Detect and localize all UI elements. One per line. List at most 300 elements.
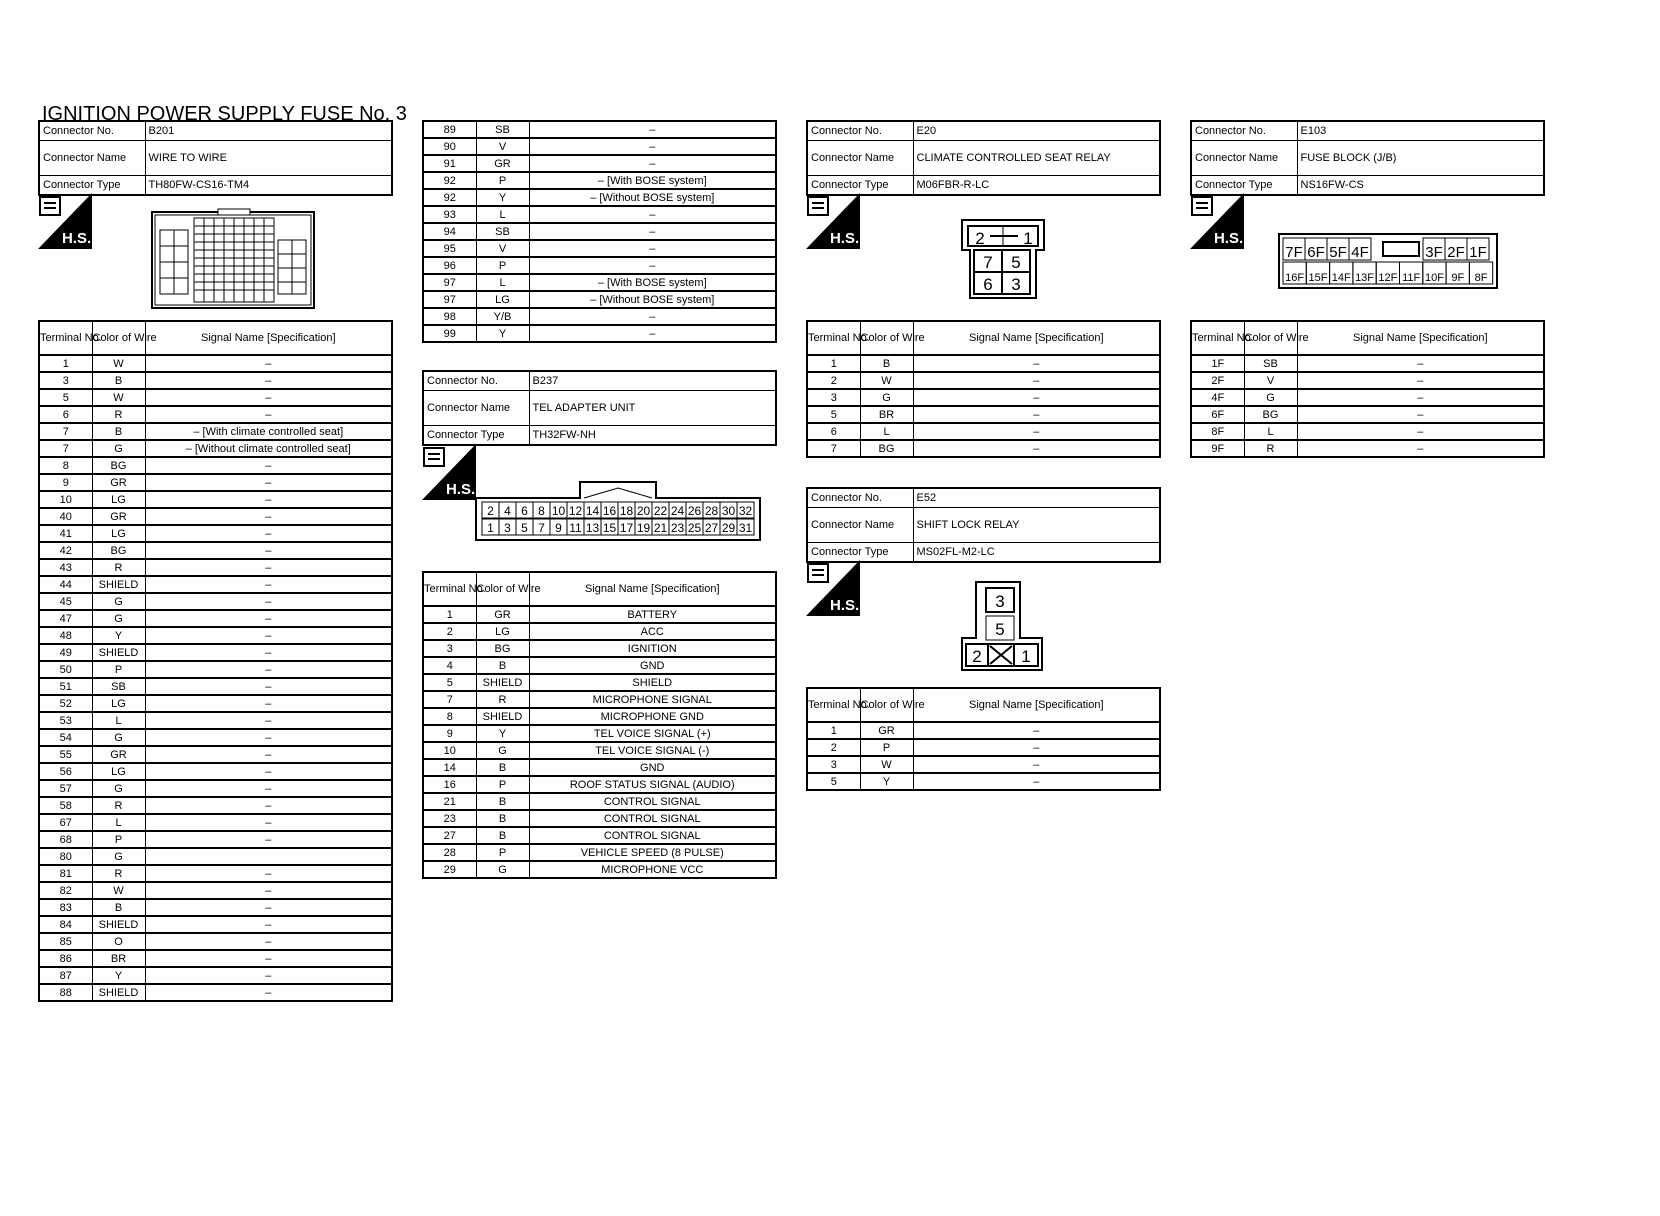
wire-color: P bbox=[860, 739, 913, 756]
terminal-row bbox=[423, 759, 776, 776]
terminal-no: 21 bbox=[423, 793, 476, 810]
terminal-no: 54 bbox=[39, 729, 92, 746]
wire-color: B bbox=[476, 657, 529, 674]
connector-b201-info bbox=[38, 120, 393, 196]
e52-connector-diagram bbox=[958, 580, 1046, 672]
signal-name: – bbox=[913, 389, 1160, 406]
b237-pin-label: 21 bbox=[653, 521, 668, 535]
terminal-row bbox=[39, 457, 392, 474]
terminal-no: 3 bbox=[807, 389, 860, 406]
terminal-row bbox=[39, 848, 392, 865]
terminal-no: 9F bbox=[1191, 440, 1244, 457]
b237-pin-label: 4 bbox=[504, 504, 511, 518]
terminal-no: 84 bbox=[39, 916, 92, 933]
terminal-row bbox=[39, 389, 392, 406]
header-signal-name: Signal Name [Specification] bbox=[913, 688, 1160, 722]
terminal-no: 55 bbox=[39, 746, 92, 763]
signal-name: – bbox=[529, 308, 776, 325]
label-connector-name: Connector Name bbox=[807, 141, 913, 176]
wire-color: BR bbox=[860, 406, 913, 423]
label-connector-name: Connector Name bbox=[423, 391, 529, 426]
wire-color: SB bbox=[92, 678, 145, 695]
terminal-row bbox=[423, 827, 776, 844]
signal-name: – bbox=[145, 678, 392, 695]
terminal-no: 58 bbox=[39, 797, 92, 814]
terminal-row bbox=[39, 729, 392, 746]
wire-color: R bbox=[92, 797, 145, 814]
terminal-no: 7 bbox=[807, 440, 860, 457]
wire-color: Y bbox=[476, 189, 529, 206]
wire-color: BG bbox=[1244, 406, 1297, 423]
terminal-row bbox=[39, 406, 392, 423]
terminal-row bbox=[423, 240, 776, 257]
wire-color: P bbox=[476, 172, 529, 189]
connector-no-value: E52 bbox=[913, 488, 1160, 508]
e20-connector-diagram bbox=[960, 218, 1046, 302]
terminal-no: 1F bbox=[1191, 355, 1244, 372]
wire-color: SHIELD bbox=[476, 708, 529, 725]
terminal-row bbox=[39, 967, 392, 984]
terminal-no: 57 bbox=[39, 780, 92, 797]
wire-color: GR bbox=[476, 155, 529, 172]
terminal-no: 42 bbox=[39, 542, 92, 559]
wire-color: Y bbox=[476, 325, 529, 342]
terminal-row bbox=[423, 657, 776, 674]
e20-terminal-table bbox=[806, 320, 1161, 458]
b237-pin-label: 5 bbox=[521, 521, 528, 535]
e103-connector-diagram bbox=[1277, 232, 1499, 290]
wire-color: BG bbox=[476, 640, 529, 657]
wire-color: V bbox=[1244, 372, 1297, 389]
signal-name: – bbox=[529, 121, 776, 138]
terminal-no: 27 bbox=[423, 827, 476, 844]
signal-name: MICROPHONE SIGNAL bbox=[529, 691, 776, 708]
terminal-no: 48 bbox=[39, 627, 92, 644]
terminal-no: 97 bbox=[423, 291, 476, 308]
wire-color: Y bbox=[92, 967, 145, 984]
terminal-no: 1 bbox=[39, 355, 92, 372]
terminal-no: 6F bbox=[1191, 406, 1244, 423]
b237-pin-label: 30 bbox=[721, 504, 736, 518]
wire-color: G bbox=[92, 729, 145, 746]
b237-pin-label: 19 bbox=[636, 521, 651, 535]
label-connector-no: Connector No. bbox=[423, 371, 529, 391]
signal-name: IGNITION bbox=[529, 640, 776, 657]
signal-name: – bbox=[145, 933, 392, 950]
terminal-row bbox=[39, 797, 392, 814]
wire-color: B bbox=[92, 899, 145, 916]
terminal-no: 3 bbox=[39, 372, 92, 389]
signal-name: – bbox=[913, 722, 1160, 739]
wire-color: BR bbox=[92, 950, 145, 967]
terminal-row bbox=[807, 389, 1160, 406]
signal-name: – bbox=[529, 206, 776, 223]
b237-pin-label: 23 bbox=[670, 521, 685, 535]
wire-color: BG bbox=[92, 542, 145, 559]
signal-name: CONTROL SIGNAL bbox=[529, 793, 776, 810]
wire-color: B bbox=[476, 759, 529, 776]
terminal-row bbox=[1191, 389, 1544, 406]
signal-name: – bbox=[145, 899, 392, 916]
e103-pin-label: 4F bbox=[1351, 244, 1369, 261]
wire-color: R bbox=[92, 865, 145, 882]
signal-name: – bbox=[913, 355, 1160, 372]
wire-color: B bbox=[860, 355, 913, 372]
e20-pin-label: 5 bbox=[1011, 253, 1021, 272]
terminal-no: 95 bbox=[423, 240, 476, 257]
terminal-no: 16 bbox=[423, 776, 476, 793]
wire-color: P bbox=[476, 776, 529, 793]
signal-name: – bbox=[1297, 355, 1544, 372]
header-signal-name: Signal Name [Specification] bbox=[529, 572, 776, 606]
signal-name: – bbox=[913, 406, 1160, 423]
wire-color: L bbox=[476, 274, 529, 291]
wire-color: GR bbox=[92, 508, 145, 525]
b237-pin-label: 11 bbox=[569, 521, 582, 535]
terminal-row bbox=[39, 491, 392, 508]
terminal-row bbox=[39, 916, 392, 933]
terminal-row bbox=[807, 372, 1160, 389]
signal-name: – [With BOSE system] bbox=[529, 172, 776, 189]
e103-pin-label: 7F bbox=[1285, 244, 1303, 261]
label-connector-no: Connector No. bbox=[807, 488, 913, 508]
signal-name: – bbox=[145, 610, 392, 627]
signal-name: ROOF STATUS SIGNAL (AUDIO) bbox=[529, 776, 776, 793]
terminal-row bbox=[423, 606, 776, 623]
terminal-row bbox=[807, 756, 1160, 773]
terminal-row bbox=[39, 593, 392, 610]
terminal-no: 98 bbox=[423, 308, 476, 325]
terminal-no: 43 bbox=[39, 559, 92, 576]
wire-color: GR bbox=[92, 746, 145, 763]
terminal-row bbox=[39, 695, 392, 712]
signal-name: – bbox=[145, 508, 392, 525]
terminal-no: 53 bbox=[39, 712, 92, 729]
wire-color: W bbox=[860, 372, 913, 389]
terminal-no: 7 bbox=[423, 691, 476, 708]
signal-name: CONTROL SIGNAL bbox=[529, 827, 776, 844]
terminal-no: 6 bbox=[39, 406, 92, 423]
wire-color: SHIELD bbox=[92, 576, 145, 593]
wire-color: B bbox=[92, 423, 145, 440]
connector-name-value: WIRE TO WIRE bbox=[145, 141, 392, 176]
wire-color: G bbox=[476, 861, 529, 878]
e103-pin-label: 8F bbox=[1474, 272, 1488, 284]
terminal-no: 8 bbox=[39, 457, 92, 474]
terminal-row bbox=[39, 831, 392, 848]
terminal-row bbox=[39, 610, 392, 627]
signal-name: – bbox=[145, 797, 392, 814]
wire-color: LG bbox=[92, 695, 145, 712]
wire-color: R bbox=[476, 691, 529, 708]
e103-pin-label: 10F bbox=[1424, 272, 1444, 284]
b237-pin-label: 8 bbox=[538, 504, 545, 518]
terminal-row bbox=[423, 623, 776, 640]
e103-pin-label: 9F bbox=[1451, 272, 1465, 284]
header-color-of-wire: Color of Wire bbox=[1244, 321, 1297, 355]
b237-pin-label: 31 bbox=[738, 521, 753, 535]
connector-no-value: E103 bbox=[1297, 121, 1544, 141]
terminal-row bbox=[807, 773, 1160, 790]
signal-name: – bbox=[529, 138, 776, 155]
wire-color: SHIELD bbox=[476, 674, 529, 691]
terminal-row bbox=[423, 138, 776, 155]
b237-pin-label: 15 bbox=[602, 521, 617, 535]
terminal-no: 88 bbox=[39, 984, 92, 1001]
terminal-no: 80 bbox=[39, 848, 92, 865]
terminal-row bbox=[39, 933, 392, 950]
connector-name-value: TEL ADAPTER UNIT bbox=[529, 391, 776, 426]
terminal-row bbox=[39, 372, 392, 389]
wire-color: P bbox=[476, 844, 529, 861]
signal-name: – bbox=[913, 756, 1160, 773]
terminal-no: 2 bbox=[423, 623, 476, 640]
terminal-no: 93 bbox=[423, 206, 476, 223]
wire-color: B bbox=[92, 372, 145, 389]
b237-pin-label: 20 bbox=[636, 504, 651, 518]
terminal-no: 8 bbox=[423, 708, 476, 725]
e52-terminal-table bbox=[806, 687, 1161, 791]
label-connector-type: Connector Type bbox=[807, 543, 913, 563]
wire-color: G bbox=[92, 780, 145, 797]
terminal-no: 49 bbox=[39, 644, 92, 661]
signal-name: – bbox=[145, 814, 392, 831]
terminal-row bbox=[423, 674, 776, 691]
wire-color: R bbox=[1244, 440, 1297, 457]
header-signal-name: Signal Name [Specification] bbox=[145, 321, 392, 355]
b237-pin-label: 25 bbox=[687, 521, 702, 535]
b237-pin-label: 18 bbox=[619, 504, 634, 518]
e103-pin-label: 14F bbox=[1331, 272, 1351, 284]
label-connector-no: Connector No. bbox=[807, 121, 913, 141]
terminal-no: 1 bbox=[423, 606, 476, 623]
connector-e52-info bbox=[806, 487, 1161, 563]
signal-name: GND bbox=[529, 759, 776, 776]
signal-name: – bbox=[145, 525, 392, 542]
signal-name: – bbox=[145, 967, 392, 984]
terminal-no: 41 bbox=[39, 525, 92, 542]
header-terminal-no: Terminal No. bbox=[1191, 321, 1244, 355]
signal-name: – bbox=[529, 240, 776, 257]
wire-color: SB bbox=[476, 121, 529, 138]
terminal-row bbox=[423, 223, 776, 240]
label-connector-name: Connector Name bbox=[39, 141, 145, 176]
wire-color: SHIELD bbox=[92, 916, 145, 933]
connector-no-value: B237 bbox=[529, 371, 776, 391]
signal-name: – bbox=[529, 155, 776, 172]
terminal-no: 2 bbox=[807, 372, 860, 389]
terminal-row bbox=[423, 810, 776, 827]
e103-pin-label: 2F bbox=[1447, 244, 1465, 261]
wire-color: B bbox=[476, 827, 529, 844]
header-terminal-no: Terminal No. bbox=[807, 321, 860, 355]
terminal-no: 83 bbox=[39, 899, 92, 916]
b237-pin-label: 12 bbox=[568, 504, 583, 518]
terminal-row bbox=[423, 793, 776, 810]
terminal-row bbox=[39, 423, 392, 440]
signal-name: – bbox=[529, 257, 776, 274]
terminal-no: 6 bbox=[807, 423, 860, 440]
signal-name bbox=[145, 848, 392, 865]
terminal-no: 28 bbox=[423, 844, 476, 861]
terminal-no: 14 bbox=[423, 759, 476, 776]
signal-name: – bbox=[913, 440, 1160, 457]
e103-pin-label: 11F bbox=[1402, 272, 1421, 284]
header-terminal-no: Terminal No. bbox=[807, 688, 860, 722]
header-color-of-wire: Color of Wire bbox=[860, 321, 913, 355]
signal-name: – [Without BOSE system] bbox=[529, 189, 776, 206]
header-terminal-no: Terminal No. bbox=[39, 321, 92, 355]
header-color-of-wire: Color of Wire bbox=[860, 688, 913, 722]
wire-color: W bbox=[92, 355, 145, 372]
b201-terminal-table-continued bbox=[422, 120, 777, 343]
terminal-no: 7 bbox=[39, 440, 92, 457]
terminal-row bbox=[423, 257, 776, 274]
terminal-row bbox=[423, 708, 776, 725]
terminal-row bbox=[39, 508, 392, 525]
signal-name: ACC bbox=[529, 623, 776, 640]
signal-name: TEL VOICE SIGNAL (+) bbox=[529, 725, 776, 742]
terminal-no: 51 bbox=[39, 678, 92, 695]
terminal-row bbox=[807, 406, 1160, 423]
connector-type-value: M06FBR-R-LC bbox=[913, 176, 1160, 196]
signal-name: – bbox=[145, 831, 392, 848]
terminal-no: 4F bbox=[1191, 389, 1244, 406]
terminal-no: 44 bbox=[39, 576, 92, 593]
terminal-row bbox=[423, 776, 776, 793]
terminal-no: 87 bbox=[39, 967, 92, 984]
b237-pin-label: 9 bbox=[555, 521, 562, 535]
signal-name: – bbox=[145, 355, 392, 372]
wire-color: Y bbox=[860, 773, 913, 790]
b237-pin-label: 32 bbox=[738, 504, 753, 518]
signal-name: – bbox=[145, 474, 392, 491]
header-terminal-no: Terminal No. bbox=[423, 572, 476, 606]
wire-color: SHIELD bbox=[92, 984, 145, 1001]
b237-pin-label: 17 bbox=[619, 521, 634, 535]
terminal-no: 8F bbox=[1191, 423, 1244, 440]
hs-label: H.S. bbox=[446, 481, 476, 498]
header-signal-name: Signal Name [Specification] bbox=[913, 321, 1160, 355]
signal-name: – bbox=[1297, 440, 1544, 457]
signal-name: – [With climate controlled seat] bbox=[145, 423, 392, 440]
terminal-no: 23 bbox=[423, 810, 476, 827]
signal-name: – bbox=[145, 559, 392, 576]
signal-name: – bbox=[145, 593, 392, 610]
terminal-row bbox=[39, 984, 392, 1001]
header-color-of-wire: Color of Wire bbox=[92, 321, 145, 355]
terminal-no: 2 bbox=[807, 739, 860, 756]
hs-label: H.S. bbox=[1214, 230, 1244, 247]
terminal-no: 89 bbox=[423, 121, 476, 138]
terminal-no: 92 bbox=[423, 172, 476, 189]
terminal-row bbox=[39, 542, 392, 559]
wire-color: B bbox=[476, 793, 529, 810]
b201-terminal-table bbox=[38, 320, 393, 1002]
signal-name: – bbox=[1297, 389, 1544, 406]
b237-pin-label: 3 bbox=[504, 521, 511, 535]
wire-color: R bbox=[92, 559, 145, 576]
e103-pin-label: 6F bbox=[1307, 244, 1325, 261]
signal-name: – bbox=[145, 457, 392, 474]
signal-name: – bbox=[145, 695, 392, 712]
wire-color: L bbox=[1244, 423, 1297, 440]
terminal-row bbox=[39, 661, 392, 678]
wire-color: SB bbox=[476, 223, 529, 240]
wire-color: P bbox=[92, 831, 145, 848]
hs-label: H.S. bbox=[830, 597, 860, 614]
signal-name: – bbox=[145, 644, 392, 661]
wire-color: L bbox=[860, 423, 913, 440]
wire-color: G bbox=[92, 593, 145, 610]
e103-pin-label: 15F bbox=[1308, 272, 1328, 284]
terminal-row bbox=[423, 274, 776, 291]
wire-color: R bbox=[92, 406, 145, 423]
signal-name: – [With BOSE system] bbox=[529, 274, 776, 291]
terminal-row bbox=[1191, 355, 1544, 372]
signal-name: – bbox=[145, 916, 392, 933]
signal-name: – bbox=[145, 712, 392, 729]
terminal-row bbox=[39, 950, 392, 967]
terminal-row bbox=[423, 844, 776, 861]
wire-color: G bbox=[860, 389, 913, 406]
signal-name: – bbox=[145, 627, 392, 644]
wire-color: V bbox=[476, 240, 529, 257]
signal-name: GND bbox=[529, 657, 776, 674]
hs-icon bbox=[422, 444, 476, 500]
wire-color: W bbox=[92, 882, 145, 899]
signal-name: – bbox=[145, 882, 392, 899]
wire-color: SB bbox=[1244, 355, 1297, 372]
wire-color: Y bbox=[476, 725, 529, 742]
b237-pin-label: 13 bbox=[585, 521, 600, 535]
wire-color: GR bbox=[860, 722, 913, 739]
e103-pin-label: 5F bbox=[1329, 244, 1347, 261]
connector-name-value: FUSE BLOCK (J/B) bbox=[1297, 141, 1544, 176]
terminal-row bbox=[39, 440, 392, 457]
hs-label: H.S. bbox=[62, 230, 92, 247]
connector-type-value: TH32FW-NH bbox=[529, 426, 776, 446]
terminal-row bbox=[39, 576, 392, 593]
terminal-row bbox=[807, 722, 1160, 739]
wire-color: BG bbox=[860, 440, 913, 457]
wire-color: G bbox=[476, 742, 529, 759]
terminal-no: 92 bbox=[423, 189, 476, 206]
wire-color: Y bbox=[92, 627, 145, 644]
b237-pin-label: 14 bbox=[585, 504, 600, 518]
signal-name: SHIELD bbox=[529, 674, 776, 691]
terminal-no: 94 bbox=[423, 223, 476, 240]
signal-name: – bbox=[145, 780, 392, 797]
hs-icon bbox=[1190, 193, 1244, 249]
b237-pin-label: 2 bbox=[487, 504, 494, 518]
signal-name: – bbox=[145, 984, 392, 1001]
terminal-row bbox=[39, 525, 392, 542]
terminal-row bbox=[1191, 406, 1544, 423]
e103-pin-label: 12F bbox=[1378, 272, 1398, 284]
signal-name: – bbox=[145, 865, 392, 882]
connector-e103-info bbox=[1190, 120, 1545, 196]
hs-icon bbox=[806, 193, 860, 249]
terminal-row bbox=[807, 739, 1160, 756]
terminal-row bbox=[423, 742, 776, 759]
terminal-row bbox=[39, 899, 392, 916]
signal-name: MICROPHONE GND bbox=[529, 708, 776, 725]
terminal-no: 29 bbox=[423, 861, 476, 878]
b237-pin-label: 24 bbox=[670, 504, 685, 518]
terminal-no: 86 bbox=[39, 950, 92, 967]
connector-name-value: CLIMATE CONTROLLED SEAT RELAY bbox=[913, 141, 1160, 176]
